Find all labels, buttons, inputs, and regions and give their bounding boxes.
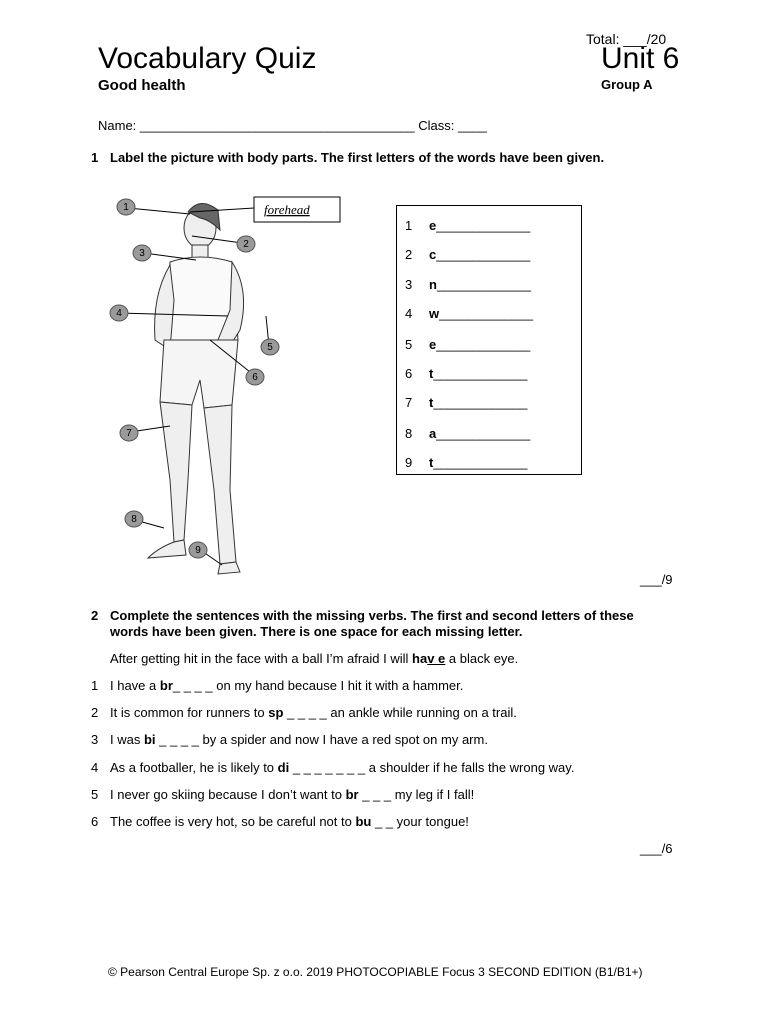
exercise-1-score: ___/9 <box>640 572 673 587</box>
exercise-2-score: ___/6 <box>640 841 673 856</box>
gap-input[interactable]: _ _ _ _ <box>283 705 327 720</box>
sentence-item: 5 I never go skiing because I don’t want to br _ _ _ my leg if I fall! <box>91 787 475 802</box>
callout-6: 6 <box>252 372 258 383</box>
gap-input[interactable]: _ _ _ _ <box>155 732 199 747</box>
answer-blank: _____________ <box>433 366 528 381</box>
callout-9: 9 <box>195 545 201 556</box>
answer-number: 1 <box>405 218 413 233</box>
sentence-item: 2 It is common for runners to sp _ _ _ _ an ankle while running on a trail. <box>91 705 517 720</box>
exercise-2-instruction: Complete the sentences with the missing verbs. The first and second letters of these words have been given. There is one space for each missing letter. <box>110 608 634 639</box>
answer-letter: n <box>429 277 437 292</box>
callout-7: 7 <box>126 428 132 439</box>
answer-number: 6 <box>405 366 413 381</box>
answer-number: 8 <box>405 426 413 441</box>
answer-letter: t <box>429 366 434 381</box>
sentence-item: 6 The coffee is very hot, so be careful not to bu _ _ your tongue! <box>91 814 469 829</box>
answer-letter: c <box>429 247 437 262</box>
answer-row[interactable] <box>405 218 530 233</box>
callout-3: 3 <box>139 248 145 259</box>
answer-blank: _____________ <box>433 455 528 470</box>
answer-number: 4 <box>405 306 413 321</box>
answer-letter: e <box>429 337 437 352</box>
gap-input[interactable]: _ _ <box>371 814 394 829</box>
answer-blank: _____________ <box>436 426 531 441</box>
sentence-item: 3 I was bi _ _ _ _ by a spider and now I have a red spot on my arm. <box>91 732 488 747</box>
page-title: Vocabulary Quiz <box>98 42 317 75</box>
sentence-item: 4 As a footballer, he is likely to di _ _ _ _ _ _ _ a shoulder if he falls the wrong way. <box>91 760 575 775</box>
example-label-forehead: forehead <box>264 202 310 217</box>
answer-row[interactable] <box>405 247 530 262</box>
answer-blank: _____________ <box>436 277 531 292</box>
callout-5: 5 <box>267 342 273 353</box>
name-class-line: Name: ______________________________________ Class: ____ <box>98 118 487 133</box>
callout-1: 1 <box>123 202 129 213</box>
answer-row[interactable] <box>405 455 527 470</box>
exercise-1-instruction: Label the picture with body parts. The first letters of the words have been given. <box>110 150 605 165</box>
answer-blank: _____________ <box>433 395 528 410</box>
answer-number: 3 <box>405 277 413 292</box>
answer-blank: _____________ <box>436 218 531 233</box>
answer-number: 7 <box>405 395 413 410</box>
callout-4: 4 <box>116 308 122 319</box>
group-label: Group A <box>601 77 653 92</box>
answer-row[interactable] <box>405 395 527 410</box>
answer-letter: t <box>429 395 434 410</box>
answer-row[interactable] <box>405 366 527 381</box>
answer-letter: a <box>429 426 437 441</box>
answer-letter: e <box>429 218 437 233</box>
example-sentence: After getting hit in the face with a ball I’m afraid I will hav e a black eye. <box>110 651 519 666</box>
exercise-1-number: 1 <box>91 150 99 165</box>
sentence-item: 1 I have a br_ _ _ _ on my hand because I hit it with a hammer. <box>91 678 464 693</box>
answer-number: 5 <box>405 337 413 352</box>
total-score: Total: ___/20 <box>586 31 667 47</box>
answer-row[interactable] <box>405 306 533 321</box>
answer-number: 2 <box>405 247 413 262</box>
copyright-footer: © Pearson Central Europe Sp. z o.o. 2019 PHOTOCOPIABLE Focus 3 SECOND EDITION (B1/B1+) <box>108 965 643 979</box>
page-subtitle: Good health <box>98 77 186 94</box>
answer-row[interactable] <box>405 426 530 441</box>
gap-input[interactable]: _ _ _ <box>358 787 392 802</box>
answer-letter: w <box>429 306 440 321</box>
answer-number: 9 <box>405 455 413 470</box>
answer-letter: t <box>429 455 434 470</box>
answer-blank: _____________ <box>439 306 534 321</box>
gap-input[interactable]: _ _ _ _ <box>172 678 213 693</box>
answer-row[interactable] <box>405 337 530 352</box>
answer-row[interactable] <box>405 277 531 292</box>
gap-input[interactable]: _ _ _ _ _ _ _ <box>289 760 366 775</box>
answer-blank: _____________ <box>436 337 531 352</box>
body-figure-illustration <box>100 190 360 580</box>
exercise-2-number: 2 <box>91 608 99 623</box>
answer-blank: _____________ <box>436 247 531 262</box>
callout-8: 8 <box>131 514 137 525</box>
callout-2: 2 <box>243 239 249 250</box>
unit-label: Unit 6 <box>601 42 680 75</box>
answer-box <box>396 205 582 475</box>
